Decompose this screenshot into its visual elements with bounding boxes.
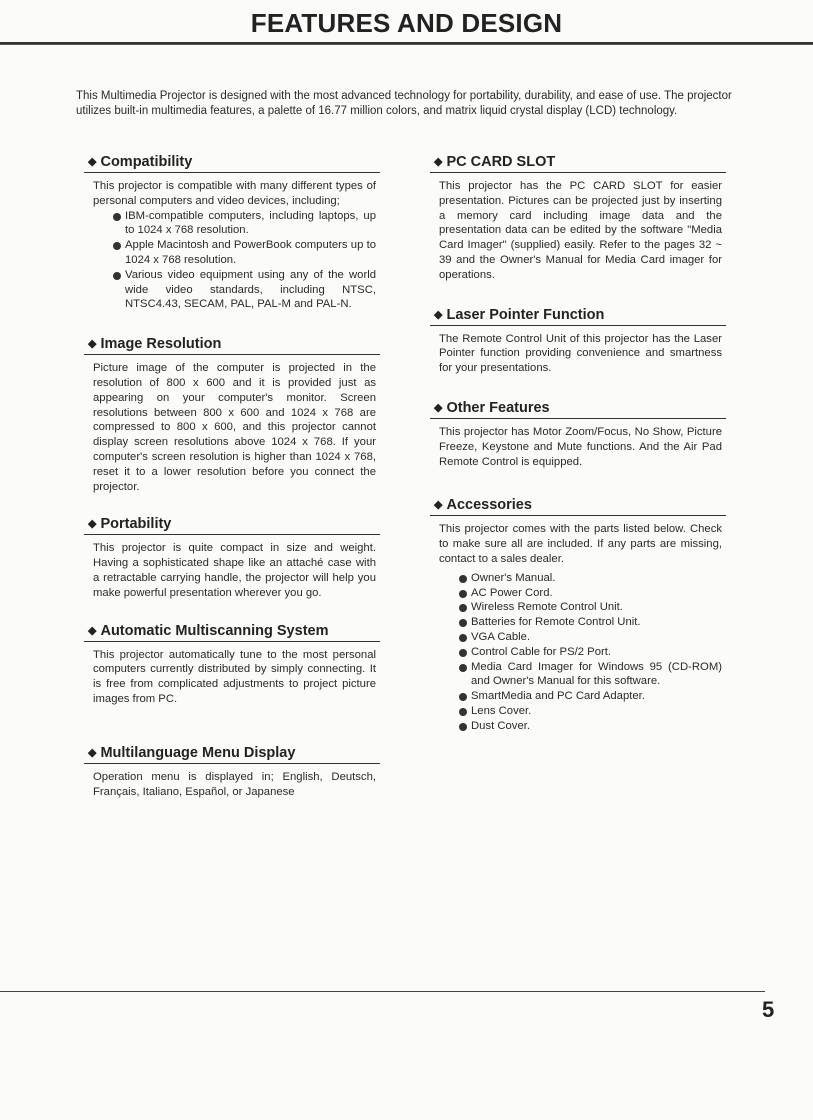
right-column: [430, 152, 726, 734]
section-other-features: [430, 398, 726, 469]
section-body: This projector automatically tune to the most personal computers currently distributed by simply connecting. It is free from complicated adjustments to project picture images from PC.: [93, 648, 376, 705]
section-pc-card-slot: [430, 152, 726, 283]
list-item: Batteries for Remote Control Unit.: [459, 615, 722, 630]
title-rule: [0, 42, 813, 45]
list-item: Various video equipment using any of the world wide video standards, including NTSC, NTSC4.43, SECAM, PAL, PAL-M and PAL-N.: [113, 268, 376, 312]
section-heading: [430, 495, 726, 516]
compatibility-list: [93, 209, 376, 313]
compatibility-intro: This projector is compatible with many different types of personal computers and video devices, including;: [93, 180, 376, 207]
list-item: Dust Cover.: [459, 719, 722, 734]
section-heading: [84, 334, 380, 355]
diamond-bullet-icon: ◆: [434, 156, 443, 168]
section-heading: [84, 743, 380, 764]
section-heading: [84, 152, 380, 173]
list-item: VGA Cable.: [459, 630, 722, 645]
page-title: FEATURES AND DESIGN: [250, 8, 563, 38]
list-item: Control Cable for PS/2 Port.: [459, 645, 722, 660]
heading-text: Automatic Multiscanning System: [100, 622, 329, 639]
left-column: [84, 152, 380, 799]
section-multilanguage: [84, 743, 380, 800]
accessories-list: [439, 571, 722, 734]
section-body: This projector has the PC CARD SLOT for easier presentation. Pictures can be projected just by inserting a memory card including image data and the presentation data can be edited by the software "Media Card Imager" (supplied) easily. Refer to the pages 32 ~ 39 and the Owner's Manual for Media Card imager for operations.: [439, 180, 722, 281]
list-item: Lens Cover.: [459, 704, 722, 719]
section-laser-pointer: [430, 305, 726, 376]
section-body: Picture image of the computer is projected in the resolution of 800 x 600 and it is provided just as appearing on your computer's monitor. Screen resolutions between 800 x 600 and 1024 x 768 are compressed to 800 x 600, and this projector cannot display screen resolutions above 1024 x 768. If your computer's screen resolution is higher than 1024 x 768, reset it to a lower resolution before you connect the projector.: [93, 362, 376, 493]
diamond-bullet-icon: ◆: [434, 401, 443, 414]
footer-rule: [0, 991, 765, 992]
heading-text: Portability: [100, 516, 172, 533]
section-heading: [430, 152, 726, 173]
page-number: 5: [762, 997, 775, 1022]
section-body: [84, 173, 380, 312]
diamond-bullet-icon: ◆: [88, 624, 97, 637]
intro-paragraph: This Multimedia Projector is designed with the most advanced technology for portability, durability, and ease of use. The projector utilizes built-in multimedia features, a palette of 16.77 million colors, and matrix liquid crystal display (LCD) technology.: [76, 90, 732, 117]
section-multiscanning: [84, 621, 380, 707]
heading-text: Accessories: [446, 497, 532, 514]
diamond-bullet-icon: ◆: [88, 746, 97, 759]
section-compatibility: [84, 152, 380, 312]
list-item: Owner's Manual.: [459, 571, 722, 586]
diamond-bullet-icon: ◆: [88, 518, 97, 531]
heading-text: PC CARD SLOT: [446, 154, 556, 170]
list-item: SmartMedia and PC Card Adapter.: [459, 689, 722, 704]
list-item: Media Card Imager for Windows 95 (CD-ROM) and Owner's Manual for this software.: [459, 660, 722, 690]
diamond-bullet-icon: ◆: [88, 156, 97, 168]
heading-text: Laser Pointer Function: [446, 306, 605, 323]
list-item: Apple Macintosh and PowerBook computers up to 1024 x 768 resolution.: [113, 238, 376, 268]
diamond-bullet-icon: ◆: [88, 338, 97, 351]
list-item: Wireless Remote Control Unit.: [459, 600, 722, 615]
diamond-bullet-icon: ◆: [434, 308, 443, 321]
heading-text: Compatibility: [100, 154, 193, 170]
heading-text: Multilanguage Menu Display: [100, 744, 296, 761]
diamond-bullet-icon: ◆: [434, 499, 443, 512]
section-accessories: [430, 495, 726, 733]
heading-text: Image Resolution: [100, 336, 222, 353]
section-body: [430, 516, 726, 733]
heading-text: Other Features: [446, 399, 550, 416]
section-body: This projector is quite compact in size and weight. Having a sophisticated shape like an attaché case with a retractable carrying handle, the projector will help you make powerful presentation wherever you go.: [93, 542, 376, 599]
list-item: IBM-compatible computers, including laptops, up to 1024 x 768 resolution.: [113, 209, 376, 239]
section-body: Operation menu is displayed in; English, Deutsch, Français, Italiano, Español, or Japanese: [93, 770, 376, 798]
section-image-resolution: [84, 334, 380, 494]
section-body: The Remote Control Unit of this projector has the Laser Pointer function providing convenience and smartness for your presentations.: [439, 332, 722, 375]
section-portability: [84, 514, 380, 600]
section-heading: [84, 514, 380, 535]
section-heading: [430, 398, 726, 419]
section-heading: [84, 621, 380, 642]
section-heading: [430, 305, 726, 326]
section-body: This projector has Motor Zoom/Focus, No Show, Picture Freeze, Keystone and Mute functions. And the Air Pad Remote Control is equipped.: [439, 425, 722, 468]
list-item: AC Power Cord.: [459, 586, 722, 601]
accessories-intro: This projector comes with the parts listed below. Check to make sure all are included. If any parts are missing, contact to a sales dealer.: [439, 523, 722, 565]
